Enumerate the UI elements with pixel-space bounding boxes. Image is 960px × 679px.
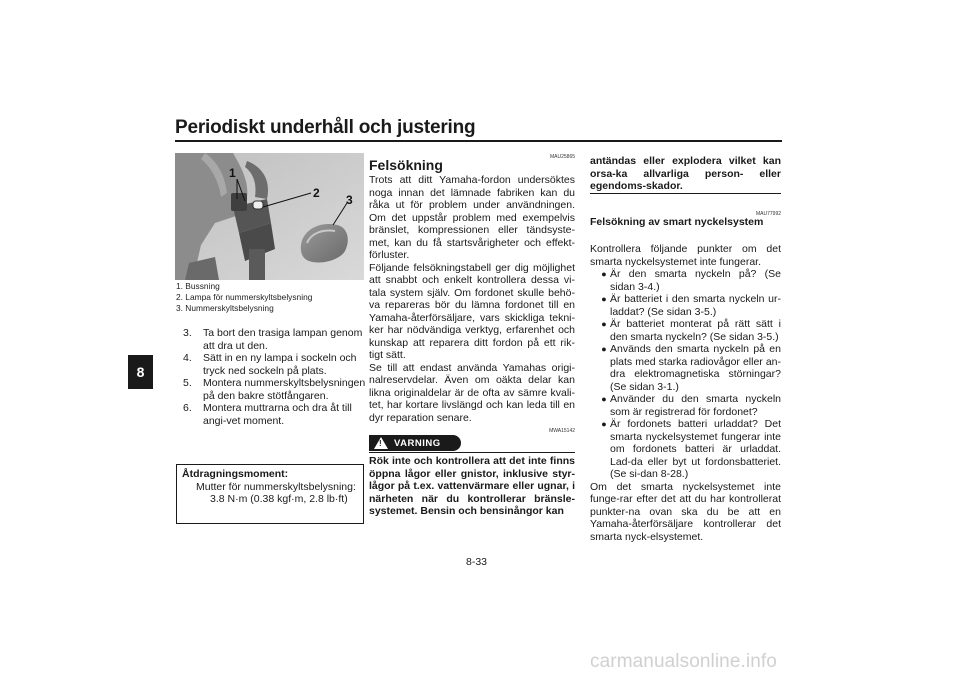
warning-rule [369, 452, 575, 453]
list-item-text: Är batteriet i den smarta nyckeln ur-laddat? (Se sidan 3-5.) [610, 293, 781, 318]
chapter-tab: 8 [128, 355, 153, 389]
step-item [183, 377, 369, 402]
callout-2: 2 [313, 186, 320, 200]
watermark[interactable]: carmanualsonline.info [590, 651, 777, 672]
warning-icon: ! [374, 437, 388, 449]
page-number: 8-33 [466, 556, 488, 568]
warning-label: VARNING [394, 437, 441, 449]
list-item [598, 343, 781, 393]
steps-list [183, 327, 369, 427]
torque-line-1: Mutter för nummerskyltsbelysning: [196, 480, 356, 493]
bullet-icon: ● [601, 294, 607, 304]
list-item [598, 268, 781, 293]
figure-captions [176, 281, 366, 314]
smart-key-code: MAU77992 [755, 211, 781, 217]
caption-3: 3. Nummerskyltsbelysning [176, 303, 274, 313]
smart-key-checklist [590, 268, 781, 481]
caption-2: 2. Lampa för nummerskyltsbelysning [176, 292, 313, 302]
troubleshooting-para-1: Trots att ditt Yamaha-fordon undersöktes noga innan det lämnade fabriken kan du råka ut för problem under användningen. Om det uppstår problem med exempelvis bränslet, kompressionen eller tändsyste-met, kan du få startsvårigheter och effekt-förluster. [369, 174, 575, 261]
list-item [598, 393, 781, 418]
step-text: Ta bort den trasiga lampan genom att dra ut den. [203, 327, 363, 352]
list-item [598, 293, 781, 318]
bullet-icon: ● [601, 319, 607, 329]
warning-text-part-1: Rök inte och kontrollera att det inte finns öppna lågor eller gnistor, inklusive styr-lågor på t.ex. vattenvärmare eller ugnar, i närheten när du kontrollerar bränsle-systemet. Bensin och bensinångor kan [369, 455, 575, 517]
list-item-text: Används den smarta nyckeln på en plats med starka radiovågor eller an-dra elektromagnetiska störningar? (Se sidan 3-1.) [610, 343, 781, 393]
list-item-text: Är den smarta nyckeln på? (Se sidan 3-4.) [610, 268, 781, 293]
smart-key-intro: Kontrollera följande punkter om det smarta nyckelsystemet inte fungerar. [590, 243, 781, 268]
section-code: MAU25865 [549, 154, 575, 160]
step-number: 4. [183, 352, 192, 364]
step-item [183, 352, 369, 377]
callout-1: 1 [229, 166, 236, 180]
license-light-illustration [175, 153, 364, 280]
step-text: Montera muttrarna och dra åt till angi-vet moment. [203, 402, 352, 427]
section-heading-smart-key: Felsökning av smart nyckelsystem [590, 216, 764, 228]
troubleshooting-para-2: Följande felsökningstabell ger dig möjlighet att snabbt och enkelt kontrollera dessa vi-tala system själv. Om fordonet skulle behö-va repareras bör du lämna fordonet till en Yamaha-återförsäljare, vars skickliga tekni-ker har nödvändiga verktyg, erfarenhet och kunskap att reparera ditt fordon på ett rik-tigt sätt. [369, 261, 575, 361]
bullet-icon: ● [601, 419, 607, 429]
smart-key-outro: Om det smarta nyckelsystemet inte funge-rar efter det att du har kontrollerat punkter-na ovan ska du be att en Yamaha-återförsäljare kontrollerar det smarta nyck-elsystemet. [590, 480, 781, 543]
bullet-icon: ● [601, 394, 607, 404]
step-number: 5. [183, 377, 192, 389]
bullet-icon: ● [601, 269, 607, 279]
torque-title: Åtdragningsmoment: [182, 468, 289, 480]
list-item [598, 318, 781, 343]
warning-code: MWA15142 [549, 428, 575, 434]
step-text: Sätt in en ny lampa i sockeln och tryck ned sockeln på plats. [203, 352, 357, 377]
title-rule [175, 140, 782, 142]
page-title: Periodiskt underhåll och justering [175, 117, 476, 138]
step-number: 3. [183, 327, 192, 339]
torque-spec-box [176, 464, 364, 524]
caption-1: 1. Bussning [176, 281, 220, 291]
step-number: 6. [183, 402, 192, 414]
license-light-figure [175, 153, 364, 280]
step-text: Montera nummerskyltsbelysningen på den bakre stötfångaren. [203, 377, 366, 402]
warning-badge [369, 435, 461, 451]
warning-text-part-2: antändas eller explodera vilket kan orsa-ka allvarliga person- eller egendoms-skador. [590, 155, 781, 192]
list-item-text: Är batteriet monterat på rätt sätt i den smarta nyckeln? (Se sidan 3-5.) [610, 318, 781, 343]
list-item-text: Är fordonets batteri urladdat? Det smarta nyckelsystemet fungerar inte om fordonets batteri är urladdat. Lad-da eller byt ut fordonsbatteriet. (Se si-dan 8-28.) [610, 418, 781, 480]
callout-3: 3 [346, 193, 353, 207]
troubleshooting-para-3: Se till att endast använda Yamahas origi-nalreservdelar. Även om oäkta delar kan likna originaldelar är de ofta av sämre kvali-tet, har kortare livslängd och kan leda till en dyr reparation senare. [369, 361, 575, 424]
list-item-text: Använder du den smarta nyckeln som är registrerad för fordonet? [610, 393, 781, 418]
list-item [598, 418, 781, 481]
section-heading-troubleshooting: Felsökning [369, 157, 443, 173]
step-item [183, 402, 369, 427]
torque-line-2: 3.8 N·m (0.38 kgf·m, 2.8 lb·ft) [210, 493, 348, 505]
smart-key-body [590, 243, 781, 543]
warning-end-rule [590, 193, 781, 194]
step-item [183, 327, 369, 352]
troubleshooting-body [369, 174, 575, 424]
bullet-icon: ● [601, 344, 607, 354]
